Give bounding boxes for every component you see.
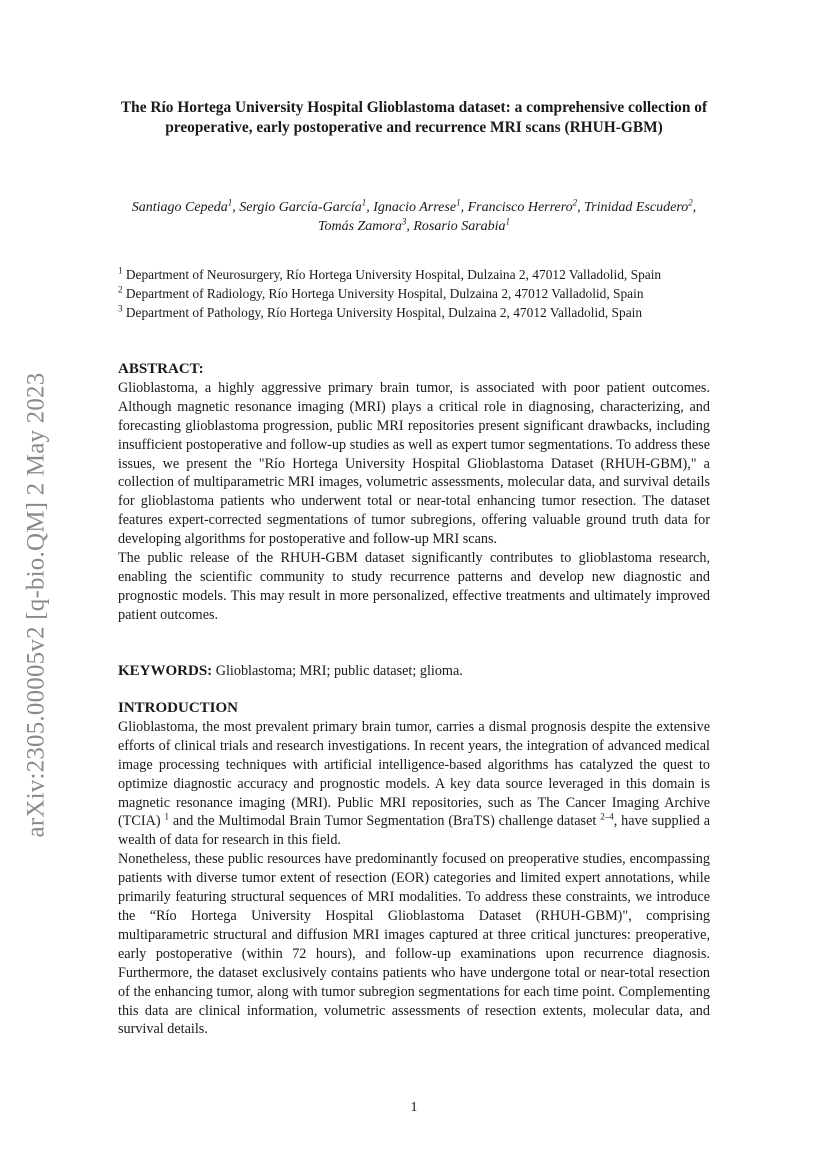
author: Sergio García-García$^1$	[239, 197, 367, 215]
abstract-paragraph: The public release of the RHUH-GBM dataset significantly contributes to glioblastoma research, enabling the scientific community to study recurrence patterns and develop new diagnostic and prognostic models. This may result in more personalized, effective treatments and ultimately improved patient outcomes.	[118, 550, 710, 623]
introduction-section	[118, 699, 710, 1039]
keywords-text: Glioblastoma; MRI; public dataset; glioma.	[215, 663, 463, 679]
page-number: 1	[410, 1100, 418, 1115]
citation: 2–4	[600, 811, 614, 822]
introduction-heading: INTRODUCTION	[118, 700, 239, 716]
abstract-heading: ABSTRACT:	[118, 361, 204, 377]
abstract-section	[118, 360, 710, 625]
author-list: Santiago Cepeda$^1$, Sergio García-García$^1$, Ignacio Arrese$^1$, Francisco Herrero$^2$, Trinidad Escudero$^2$, Tomás Zamora$^3$, Rosario Sarabia$^1$	[131, 197, 697, 234]
affiliation-item: $^1$ Department of Neurosurgery, Río Hortega University Hospital, Dulzaina 2, 47012 Valladolid, Spain	[118, 265, 662, 282]
affiliation-item: $^3$ Department of Pathology, Río Hortega University Hospital, Dulzaina 2, 47012 Valladolid, Spain	[118, 303, 643, 320]
keywords-section	[118, 662, 710, 681]
affiliation-item: $^2$ Department of Radiology, Río Hortega University Hospital, Dulzaina 2, 47012 Valladolid, Spain	[118, 284, 644, 301]
abstract-paragraph: Glioblastoma, a highly aggressive primary brain tumor, is associated with poor patient outcomes. Although magnetic resonance imaging (MRI) plays a critical role in diagnosing, characterizing, and forecasting glioblastoma progression, public MRI repositories present significant drawbacks, including insufficient postoperative and follow-up studies as well as expert tumor segmentations. To address these issues, we present the "Río Hortega University Hospital Glioblastoma Dataset (RHUH-GBM)," a collection of multiparametric MRI images, volumetric assessments, molecular data, and survival details for glioblastoma patients who underwent total or near-total enhancing tumor resection. The dataset features expert-corrected segmentations of tumor subregions, offering valuable ground truth data for developing algorithms for postoperative and follow-up MRI scans.	[118, 379, 710, 548]
paper-title: The Río Hortega University Hospital Glioblastoma dataset: a comprehensive collection of preoperative, early postoperative and recurrence MRI scans (RHUH-GBM)	[120, 99, 708, 136]
affiliation-list	[118, 265, 710, 322]
author: Trinidad Escudero$^2$	[584, 197, 693, 215]
arxiv-identifier	[16, 340, 56, 870]
citation: 1	[164, 811, 169, 822]
introduction-paragraph: Glioblastoma, the most prevalent primary brain tumor, carries a dismal prognosis despite the extensive efforts of clinical trials and research investigations. In recent years, the integration of advanced medical image processing techniques with artificial intelligence-based algorithms has catalyzed the quest to optimize diagnostic accuracy and prognostic models. A key data source leveraged in this domain is magnetic resonance imaging (MRI). Public MRI repositories, such as The Cancer Imaging Archive (TCIA) $^1$ and the Multimodal Brain Tumor Segmentation (BraTS) challenge dataset $^{2-4}$, have supplied a wealth of data for research in this field.	[118, 718, 711, 849]
introduction-paragraph: Nonetheless, these public resources have predominantly focused on preoperative studies, encompassing patients with diverse tumor extent of resection (EOR) categories and limited expert annotations, while primarily featuring structural sequences of MRI modalities. To address these constraints, we introduce the “Río Hortega University Hospital Glioblastoma Dataset (RHUH-GBM)", comprising multiparametric structural and diffusion MRI images captured at three critical junctures: preoperative, early postoperative (within 72 hours), and follow-up examinations upon recurrence diagnosis. Furthermore, the dataset exclusively contains patients who have undergone total or near-total resection of the enhancing tumor, along with tumor subregion segmentations for each time point. Complementing this data are clinical information, volumetric assessments of resection extents, molecular data, and survival details.	[118, 851, 710, 1038]
author: Francisco Herrero$^2$	[467, 197, 578, 215]
author: Rosario Sarabia$^1$	[413, 216, 511, 234]
author: Ignacio Arrese$^1$	[373, 197, 461, 215]
keywords-label: KEYWORDS:	[118, 663, 213, 679]
author: Santiago Cepeda$^1$	[131, 197, 233, 215]
author: Tomás Zamora$^3$	[317, 216, 407, 234]
arxiv-identifier-text: arXiv:2305.00005v2 [q-bio.QM] 2 May 2023	[22, 372, 49, 838]
